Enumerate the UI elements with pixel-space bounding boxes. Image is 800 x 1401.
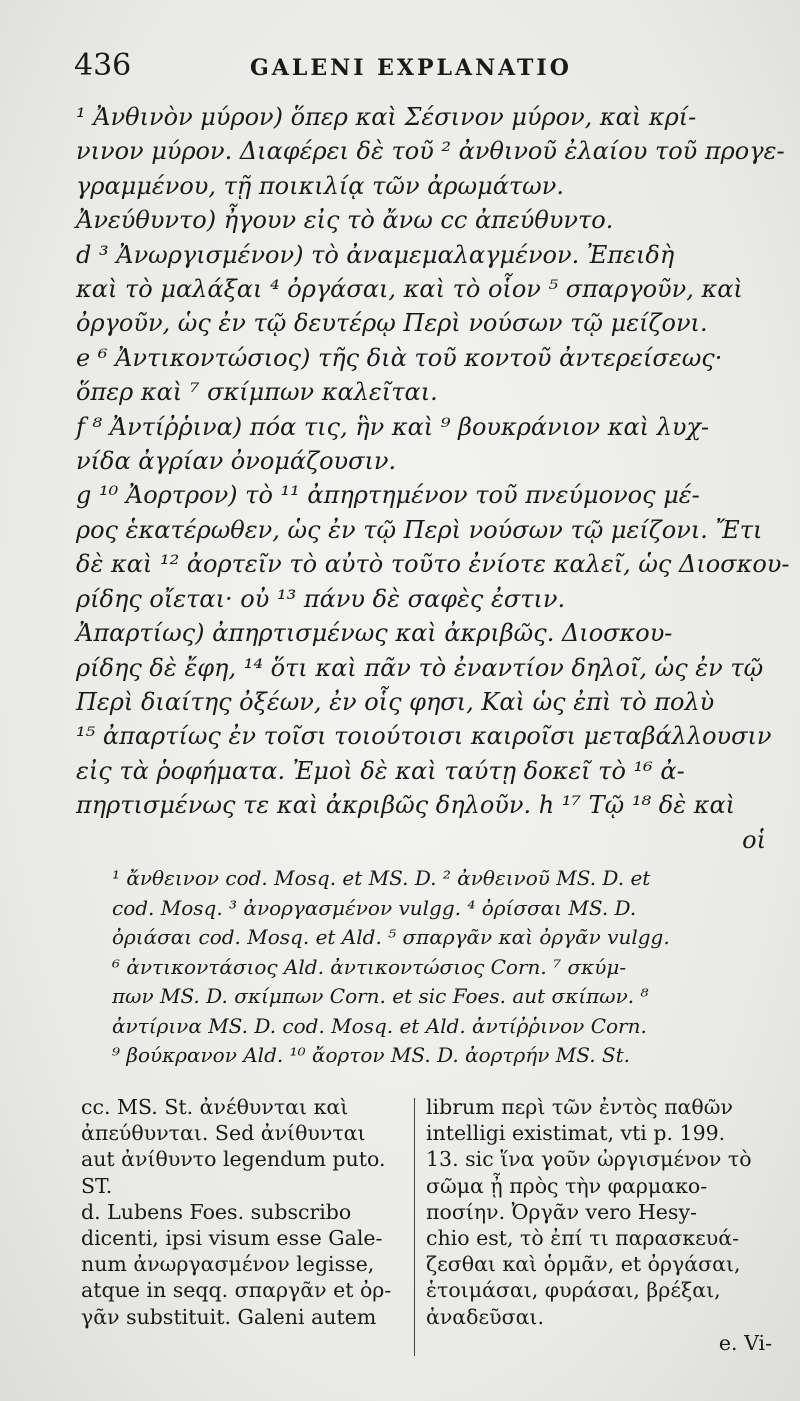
column-divider: [414, 1098, 415, 1356]
running-head: GALENI EXPLANATIO: [250, 55, 572, 81]
footnote-line: ⁹ βούκρανον Ald. ¹⁰ ἄορτον MS. D. ἀορτρήν MS. St.: [112, 1043, 631, 1067]
main-line: ¹ Ἀνθινὸν μύρον) ὅπερ καὶ Σέσινον μύρον, καὶ κρί-: [76, 103, 697, 131]
main-line: ρος ἑκατέρωθεν, ὡς ἐν τῷ Περὶ νούσων τῷ μείζονι. Ἔτι: [76, 515, 763, 544]
main-text: [76, 100, 790, 857]
main-line: ρίδης δὲ ἔφη, ¹⁴ ὅτι καὶ πᾶν τὸ ἐναντίον δηλοῖ, ὡς ἐν τῷ: [76, 653, 764, 682]
footnote-line: ⁶ ἀντικοντάσιος Ald. ἀντικοντώσιος Corn. ⁷ σκύμ-: [112, 954, 627, 979]
main-line: δὲ καὶ ¹² ἀορτεῖν τὸ αὐτὸ τοῦτο ἐνίοτε καλεῖ, ὡς Διοσκου-: [76, 550, 790, 579]
commentary-line: chio est, τὸ ἐπί τι παρασκευά-: [426, 1226, 740, 1251]
commentary-left-column: [81, 1094, 401, 1330]
commentary-line: ἀναδεῦσαι.: [426, 1304, 544, 1329]
main-line: εἰς τὰ ῥοφήματα. Ἐμοὶ δὲ καὶ ταύτῃ δοκεῖ τὸ ¹⁶ ἀ-: [76, 756, 685, 785]
commentary-line: aut ἀνίθυντο legendum puto.: [81, 1147, 386, 1172]
commentary-line: ἑτοιμάσαι, φυράσαι, βρέξαι,: [426, 1278, 721, 1303]
page-number: 436: [74, 48, 132, 83]
main-line: ¹⁵ ἀπαρτίως ἐν τοῖσι τοιούτοισι καιροῖσι μεταβάλλουσιν: [76, 722, 772, 751]
commentary-line: ST.: [81, 1173, 113, 1198]
commentary-line: cc. MS. St. ἀνέθυνται καὶ: [81, 1095, 349, 1119]
main-line: d ³ Ἀνωργισμένον) τὸ ἀναμεμαλαγμένον. Ἐπειδὴ: [76, 240, 675, 269]
main-line: ρίδης οἴεται· οὐ ¹³ πάνυ δὲ σαφὲς ἐστιν.: [76, 584, 566, 613]
footnote-line: ὀριάσαι cod. Mosq. et Ald. ⁵ σπαργᾶν καὶ ὀργᾶν vulgg.: [112, 925, 670, 949]
footnote-line: cod. Mosq. ³ ἀνοργασμένον vulgg. ⁴ ὀρίσσαι MS. D.: [112, 895, 637, 920]
commentary-line: dicenti, ipsi visum esse Gale-: [81, 1226, 383, 1251]
commentary-line: ποσίην. Ὀργᾶν vero Hesy-: [426, 1199, 697, 1224]
commentary-line: ἀπεύθυνται. Sed ἀνίθυνται: [81, 1121, 366, 1146]
main-line: γραμμένου, τῇ ποικιλίᾳ τῶν ἀρωμάτων.: [76, 171, 564, 200]
footnote-line: ἀντίρινα MS. D. cod. Mosq. et Ald. ἀντίῤῥινον Corn.: [112, 1013, 647, 1038]
commentary-line: atque in seqq. σπαργᾶν et ὀρ-: [81, 1278, 392, 1303]
commentary-line: 13. sic ἵνα γοῦν ὠργισμένον τὸ: [426, 1147, 752, 1172]
commentary-line: d. Lubens Foes. subscribo: [81, 1199, 352, 1224]
commentary-line: σῶμα ᾖ πρὸς τὴν φαρμακο-: [426, 1173, 708, 1198]
main-line: νινον μύρον. Διαφέρει δὲ τοῦ ² ἀνθινοῦ ἐλαίου τοῦ προγε-: [76, 137, 785, 166]
main-line: Ἀνεύθυντο) ἦγουν εἰς τὸ ἄνω cc ἀπεύθυντο.: [76, 206, 614, 235]
main-line: ὀργοῦν, ὡς ἐν τῷ δευτέρῳ Περὶ νούσων τῷ μείζονι.: [76, 309, 708, 338]
main-line: καὶ τὸ μαλάξαι ⁴ ὀργάσαι, καὶ τὸ οἷον ⁵ σπαργοῦν, καὶ: [76, 275, 743, 304]
commentary-line: ζεσθαι καὶ ὁρμᾶν, et ὀργάσαι,: [426, 1252, 741, 1277]
main-line: Ἀπαρτίως) ἀπηρτισμένως καὶ ἀκριβῶς. Διοσκου-: [76, 619, 673, 648]
footnote-line: πων MS. D. σκίμπων Corn. et sic Foes. aut σκίπων. ⁸: [112, 984, 649, 1008]
catchword: e. Vi-: [718, 1330, 772, 1355]
main-catchword: οἱ: [742, 825, 766, 854]
main-line: νίδα ἀγρίαν ὀνομάζουσιν.: [76, 447, 397, 476]
footnote-line: ¹ ἄνθεινον cod. Mosq. et MS. D. ² ἀνθεινοῦ MS. D. et: [112, 866, 651, 890]
main-line: e ⁶ Ἀντικοντώσιος) τῆς διὰ τοῦ κοντοῦ ἀντερείσεως·: [76, 343, 723, 372]
footnotes: [112, 864, 772, 1071]
commentary-line: γᾶν substituit. Galeni autem: [81, 1304, 377, 1329]
main-line: πηρτισμένως τε καὶ ἀκριβῶς δηλοῦν. h ¹⁷ Τῷ ¹⁸ δὲ καὶ: [76, 791, 736, 820]
commentary-line: librum περὶ τῶν ἐντὸς παθῶν: [426, 1095, 733, 1119]
main-line: Περὶ διαίτης ὀξέων, ἐν οἷς φησι, Καὶ ὡς ἐπὶ τὸ πολὺ: [76, 687, 715, 716]
commentary-line: num ἀνωργασμένον legisse,: [81, 1252, 375, 1277]
main-line: g ¹⁰ Ἀορτρον) τὸ ¹¹ ἀπηρτημένον τοῦ πνεύμονος μέ-: [76, 481, 700, 510]
commentary-right-column: [426, 1094, 772, 1356]
main-line: f ⁸ Ἀντίῤῥινα) πόα τις, ἣν καὶ ⁹ βουκράνιον καὶ λυχ-: [76, 412, 710, 441]
main-line: ὅπερ καὶ ⁷ σκίμπων καλεῖται.: [76, 378, 438, 407]
commentary-line: intelligi existimat, vti p. 199.: [426, 1121, 726, 1146]
